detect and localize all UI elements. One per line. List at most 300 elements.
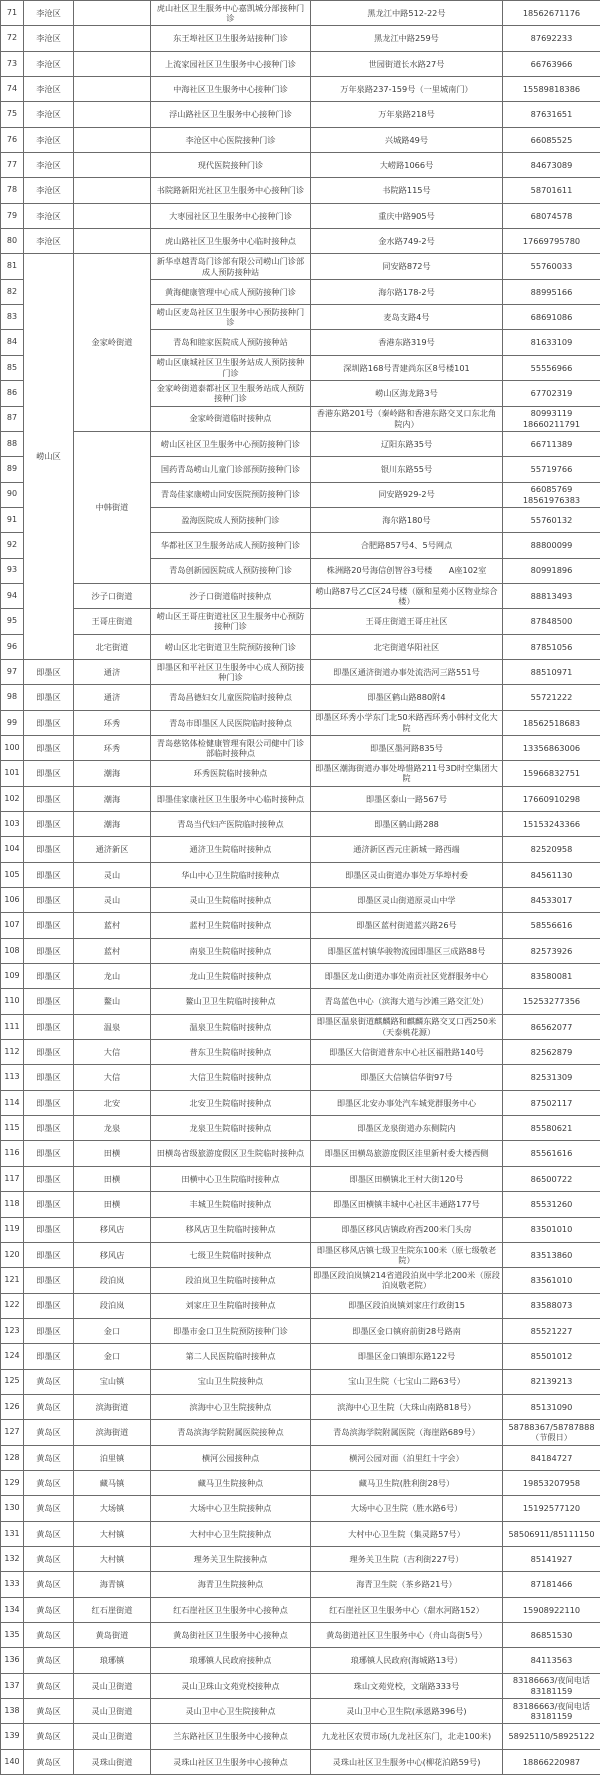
cell-phone: 87631651 (503, 102, 600, 127)
cell-name: 上流家园社区卫生服务中心接种门诊 (151, 51, 311, 76)
cell-name: 国药青岛崂山儿童门诊部预防接种门诊 (151, 457, 311, 482)
cell-name: 新华卓越青岛门诊部有限公司崂山门诊部成人预防接种站 (151, 254, 311, 279)
cell-district: 即墨区 (24, 837, 74, 862)
cell-district: 李沧区 (24, 77, 74, 102)
cell-district: 即墨区 (24, 1014, 74, 1039)
cell-no: 124 (1, 1344, 24, 1369)
cell-street: 段泊岚 (74, 1268, 151, 1293)
cell-name: 田横中心卫生院临时接种点 (151, 1166, 311, 1191)
cell-no: 132 (1, 1546, 24, 1571)
cell-district: 黄岛区 (24, 1648, 74, 1673)
table-row (1, 1369, 600, 1394)
cell-street: 滨海街道 (74, 1420, 151, 1445)
cell-phone: 85580621 (503, 1116, 600, 1141)
cell-street: 大村镇 (74, 1546, 151, 1571)
table-row (1, 609, 600, 634)
cell-name: 第二人民医院临时接种点 (151, 1344, 311, 1369)
cell-street: 移风店 (74, 1217, 151, 1242)
cell-name: 青岛当代妇产医院临时接种点 (151, 812, 311, 837)
table-row (1, 1344, 600, 1369)
cell-district: 即墨区 (24, 761, 74, 786)
cell-district: 即墨区 (24, 1166, 74, 1191)
cell-phone: 84673089 (503, 153, 600, 178)
cell-street: 宝山镇 (74, 1369, 151, 1394)
cell-district: 即墨区 (24, 659, 74, 684)
cell-address: 香港东路319号 (311, 330, 503, 355)
cell-phone: 84533017 (503, 888, 600, 913)
table-row (1, 127, 600, 152)
cell-no: 138 (1, 1699, 24, 1724)
cell-no: 80 (1, 229, 24, 254)
table-row (1, 1496, 600, 1521)
cell-name: 灵山卫珠山文苑党校接种点 (151, 1673, 311, 1698)
cell-address: 合肥路857号4、5号网点 (311, 533, 503, 558)
cell-phone: 58701611 (503, 178, 600, 203)
cell-address: 大崂路1066号 (311, 153, 503, 178)
cell-name: 红石崖社区卫生服务中心接种点 (151, 1597, 311, 1622)
cell-name: 灵珠山社区卫生服务中心接种点 (151, 1749, 311, 1774)
table-row (1, 1040, 600, 1065)
cell-street: 红石崖街道 (74, 1597, 151, 1622)
cell-address: 即墨区金口镇即东路122号 (311, 1344, 503, 1369)
cell-address: 即墨区鹤山路288 (311, 812, 503, 837)
cell-no: 126 (1, 1394, 24, 1419)
cell-district: 黄岛区 (24, 1546, 74, 1571)
cell-no: 109 (1, 964, 24, 989)
cell-street: 藏马镇 (74, 1470, 151, 1495)
cell-name: 丰城卫生院临时接种点 (151, 1192, 311, 1217)
cell-address: 即墨区北安办事处汽车城党群服务中心 (311, 1090, 503, 1115)
cell-no: 136 (1, 1648, 24, 1673)
cell-street: 环秀 (74, 710, 151, 735)
cell-no: 128 (1, 1445, 24, 1470)
cell-phone: 82531309 (503, 1065, 600, 1090)
cell-no: 139 (1, 1724, 24, 1749)
cell-street: 灵山卫街道 (74, 1699, 151, 1724)
table-row (1, 888, 600, 913)
cell-no: 129 (1, 1470, 24, 1495)
cell-name: 盈海医院成人预防接种门诊 (151, 507, 311, 532)
table-row (1, 1521, 600, 1546)
cell-no: 112 (1, 1040, 24, 1065)
cell-name: 龙泉卫生院临时接种点 (151, 1116, 311, 1141)
cell-district: 即墨区 (24, 888, 74, 913)
cell-name: 北安卫生院临时接种点 (151, 1090, 311, 1115)
cell-name: 浮山路社区卫生服务中心接种门诊 (151, 102, 311, 127)
cell-name: 青岛滨海学院附属医院接种点 (151, 1420, 311, 1445)
table-row (1, 862, 600, 887)
cell-address: 海尔路180号 (311, 507, 503, 532)
table-row (1, 1724, 600, 1749)
cell-no: 90 (1, 482, 24, 507)
cell-phone: 81633109 (503, 330, 600, 355)
cell-phone: 82562879 (503, 1040, 600, 1065)
cell-phone: 15908922110 (503, 1597, 600, 1622)
cell-district: 李沧区 (24, 203, 74, 228)
cell-no: 86 (1, 381, 24, 406)
cell-address: 大场中心卫生院（胜水路6号） (311, 1496, 503, 1521)
cell-street: 移风店 (74, 1242, 151, 1267)
table-row (1, 431, 600, 456)
cell-phone: 18562518683 (503, 710, 600, 735)
table-row (1, 26, 600, 51)
cell-district: 李沧区 (24, 1, 74, 26)
cell-phone: 84113563 (503, 1648, 600, 1673)
cell-phone: 19853207958 (503, 1470, 600, 1495)
cell-address: 万年泉路237-159号（一里城南门） (311, 77, 503, 102)
cell-phone: 83186663/夜间电话83181159 (503, 1699, 600, 1724)
table-row (1, 1420, 600, 1445)
cell-phone: 82573926 (503, 938, 600, 963)
cell-phone: 85531260 (503, 1192, 600, 1217)
cell-name: 崂山区社区卫生服务中心预防接种门诊 (151, 431, 311, 456)
cell-address: 横河公园对面（泊里红十字会） (311, 1445, 503, 1470)
cell-phone: 17660910298 (503, 786, 600, 811)
cell-address: 即墨区通济街道办事处流浩河三路551号 (311, 659, 503, 684)
cell-district: 即墨区 (24, 862, 74, 887)
cell-name: 青岛和睦家医院成人预防接种站 (151, 330, 311, 355)
cell-name: 即墨区和平社区卫生服务中心成人预防接种门诊 (151, 659, 311, 684)
cell-no: 94 (1, 583, 24, 608)
cell-name: 通济卫生院临时接种点 (151, 837, 311, 862)
cell-street: 灵珠山街道 (74, 1749, 151, 1774)
cell-district: 即墨区 (24, 1141, 74, 1166)
cell-district: 李沧区 (24, 26, 74, 51)
table-row (1, 178, 600, 203)
cell-street (74, 127, 151, 152)
table-row (1, 1394, 600, 1419)
cell-address: 青岛蓝色中心（滨海大道与沙滩三路交汇处） (311, 989, 503, 1014)
cell-phone: 88800099 (503, 533, 600, 558)
table-row (1, 1572, 600, 1597)
cell-address: 香港东路201号（秦岭路和香港东路交叉口东北角院内） (311, 406, 503, 431)
cell-phone: 55719766 (503, 457, 600, 482)
table-row (1, 1, 600, 26)
cell-street: 北宅街道 (74, 634, 151, 659)
cell-name: 崂山区康城社区卫生服务站成人预防接种门诊 (151, 355, 311, 380)
cell-name: 沙子口街道临时接种点 (151, 583, 311, 608)
cell-address: 宝山卫生院（七宝山二路63号） (311, 1369, 503, 1394)
cell-name: 段泊岚卫生院临时接种点 (151, 1268, 311, 1293)
table-row (1, 938, 600, 963)
table-row (1, 1141, 600, 1166)
cell-address: 即墨区移风店镇政府西200米门头房 (311, 1217, 503, 1242)
cell-no: 98 (1, 685, 24, 710)
cell-no: 110 (1, 989, 24, 1014)
cell-name: 横河公园接种点 (151, 1445, 311, 1470)
cell-address: 株洲路20号海信创智谷3号楼 A座102室 (311, 558, 503, 583)
cell-name: 滨海中心卫生院接种点 (151, 1394, 311, 1419)
cell-street: 通济新区 (74, 837, 151, 862)
cell-phone: 66763966 (503, 51, 600, 76)
cell-phone: 88510971 (503, 659, 600, 684)
cell-address: 即墨区田横岛旅游度假区洼里新村委大楼西侧 (311, 1141, 503, 1166)
cell-phone: 15153243366 (503, 812, 600, 837)
cell-phone: 84184727 (503, 1445, 600, 1470)
cell-name: 华山中心卫生院临时接种点 (151, 862, 311, 887)
cell-address: 九龙社区农贸市场(九龙社区东门，北走100米) (311, 1724, 503, 1749)
table-row (1, 1699, 600, 1724)
table-row (1, 1673, 600, 1698)
cell-no: 97 (1, 659, 24, 684)
cell-address: 即墨区环秀小学东门北50米路西环秀小韩村文化大院 (311, 710, 503, 735)
cell-street: 灵山卫街道 (74, 1724, 151, 1749)
cell-name: 兰东路社区卫生服务中心接种点 (151, 1724, 311, 1749)
cell-name: 移风店卫生院临时接种点 (151, 1217, 311, 1242)
cell-no: 106 (1, 888, 24, 913)
cell-name: 东王埠社区卫生服务站接种门诊 (151, 26, 311, 51)
cell-no: 105 (1, 862, 24, 887)
cell-name: 南泉卫生院临时接种点 (151, 938, 311, 963)
cell-street: 通济 (74, 685, 151, 710)
cell-address: 金水路749-2号 (311, 229, 503, 254)
table-row (1, 1065, 600, 1090)
cell-phone: 82520958 (503, 837, 600, 862)
cell-district: 即墨区 (24, 913, 74, 938)
cell-no: 91 (1, 507, 24, 532)
cell-district: 即墨区 (24, 1268, 74, 1293)
table-row (1, 761, 600, 786)
cell-name: 李沧区中心医院接种门诊 (151, 127, 311, 152)
cell-name: 青岛佳家康崂山同安医院预防接种门诊 (151, 482, 311, 507)
cell-district: 黄岛区 (24, 1597, 74, 1622)
cell-phone: 58925110/58925122 (503, 1724, 600, 1749)
cell-name: 虎山社区卫生服务中心嘉凯城分部接种门诊 (151, 1, 311, 26)
cell-no: 100 (1, 735, 24, 760)
table-row (1, 1623, 600, 1648)
cell-phone: 55721222 (503, 685, 600, 710)
cell-phone: 17669795780 (503, 229, 600, 254)
cell-address: 即墨区墨河路835号 (311, 735, 503, 760)
cell-address: 即墨区大信镇信华街97号 (311, 1065, 503, 1090)
cell-district: 李沧区 (24, 229, 74, 254)
cell-no: 82 (1, 279, 24, 304)
cell-district: 崂山区 (24, 254, 74, 660)
cell-no: 83 (1, 305, 24, 330)
table-row (1, 812, 600, 837)
cell-no: 123 (1, 1318, 24, 1343)
cell-street: 田横 (74, 1192, 151, 1217)
table-row (1, 1648, 600, 1673)
cell-street: 潮海 (74, 761, 151, 786)
cell-name: 龙山卫生院临时接种点 (151, 964, 311, 989)
cell-address: 珠山文苑党校，文瑞路333号 (311, 1673, 503, 1698)
table-row (1, 1597, 600, 1622)
cell-street (74, 102, 151, 127)
table-row (1, 1445, 600, 1470)
cell-district: 黄岛区 (24, 1470, 74, 1495)
cell-phone: 85561616 (503, 1141, 600, 1166)
cell-street: 蓝村 (74, 938, 151, 963)
cell-address: 即墨区大信街道普东中心社区福胜路140号 (311, 1040, 503, 1065)
cell-phone: 88813493 (503, 583, 600, 608)
cell-address: 即墨区段泊岚镇刘家庄行政街15 (311, 1293, 503, 1318)
cell-no: 102 (1, 786, 24, 811)
cell-address: 黄岛街道社区卫生服务中心（舟山岛街5号） (311, 1623, 503, 1648)
cell-street: 通济 (74, 659, 151, 684)
cell-street: 大场镇 (74, 1496, 151, 1521)
cell-phone: 83513860 (503, 1242, 600, 1267)
cell-phone: 15253277356 (503, 989, 600, 1014)
cell-district: 李沧区 (24, 102, 74, 127)
cell-no: 131 (1, 1521, 24, 1546)
cell-address: 崂山区海龙路3号 (311, 381, 503, 406)
cell-address: 即墨区灵山街道原灵山中学 (311, 888, 503, 913)
table-row (1, 1242, 600, 1267)
cell-street: 潮海 (74, 786, 151, 811)
cell-no: 96 (1, 634, 24, 659)
cell-name: 金家岭街道泰都社区卫生服务站成人预防接种门诊 (151, 381, 311, 406)
cell-address: 即墨区潮海街道办事处埠惜路211号3D时空集团大院 (311, 761, 503, 786)
cell-phone: 58556616 (503, 913, 600, 938)
cell-street (74, 153, 151, 178)
cell-district: 即墨区 (24, 685, 74, 710)
cell-district: 李沧区 (24, 153, 74, 178)
table-row (1, 1749, 600, 1774)
cell-no: 99 (1, 710, 24, 735)
cell-no: 111 (1, 1014, 24, 1039)
cell-phone: 15192577120 (503, 1496, 600, 1521)
table-row (1, 153, 600, 178)
cell-address: 即墨区鹤山路880附4 (311, 685, 503, 710)
cell-district: 即墨区 (24, 989, 74, 1014)
cell-no: 133 (1, 1572, 24, 1597)
cell-name: 环秀医院临时接种点 (151, 761, 311, 786)
cell-district: 即墨区 (24, 786, 74, 811)
cell-no: 121 (1, 1268, 24, 1293)
cell-phone: 15589818386 (503, 77, 600, 102)
cell-phone: 67702319 (503, 381, 600, 406)
table-row (1, 964, 600, 989)
cell-street: 黄岛街道 (74, 1623, 151, 1648)
cell-name: 崂山区北宅街道卫生院预防接种门诊 (151, 634, 311, 659)
cell-phone: 83588073 (503, 1293, 600, 1318)
cell-name: 理务关卫生院接种点 (151, 1546, 311, 1571)
cell-name: 琅琊镇人民政府接种点 (151, 1648, 311, 1673)
cell-name: 即墨佳家康社区卫生服务中心临时接种点 (151, 786, 311, 811)
cell-street: 大信 (74, 1040, 151, 1065)
cell-name: 崂山区麦岛社区卫生服务中心预防接种门诊 (151, 305, 311, 330)
cell-address: 即墨区段泊岚镇214省道段泊岚中学北200米（原段泊岚敬老院） (311, 1268, 503, 1293)
cell-phone: 66711389 (503, 431, 600, 456)
cell-street: 沙子口街道 (74, 583, 151, 608)
table-row (1, 254, 600, 279)
cell-phone: 55760132 (503, 507, 600, 532)
cell-district: 黄岛区 (24, 1369, 74, 1394)
cell-street: 潮海 (74, 812, 151, 837)
cell-district: 黄岛区 (24, 1521, 74, 1546)
cell-district: 黄岛区 (24, 1572, 74, 1597)
cell-no: 93 (1, 558, 24, 583)
cell-address: 辽阳东路35号 (311, 431, 503, 456)
cell-district: 李沧区 (24, 51, 74, 76)
cell-address: 即墨区蓝村镇华骏物流园即墨区三成路88号 (311, 938, 503, 963)
cell-phone: 86500722 (503, 1166, 600, 1191)
table-row (1, 786, 600, 811)
cell-district: 黄岛区 (24, 1673, 74, 1698)
cell-street (74, 51, 151, 76)
cell-address: 即墨区蓝村街道蓝兴路26号 (311, 913, 503, 938)
cell-street (74, 26, 151, 51)
cell-street: 龙山 (74, 964, 151, 989)
cell-district: 即墨区 (24, 1116, 74, 1141)
cell-district: 黄岛区 (24, 1699, 74, 1724)
cell-no: 125 (1, 1369, 24, 1394)
cell-district: 黄岛区 (24, 1394, 74, 1419)
cell-address: 灵山卫中心卫生院(承恩路396号) (311, 1699, 503, 1724)
cell-name: 青岛昌德妇女儿童医院临时接种点 (151, 685, 311, 710)
cell-district: 黄岛区 (24, 1496, 74, 1521)
cell-address: 即墨区金口镇府前街28号路南 (311, 1318, 503, 1343)
cell-district: 即墨区 (24, 1344, 74, 1369)
cell-name: 蓝村卫生院临时接种点 (151, 913, 311, 938)
table-row (1, 1268, 600, 1293)
cell-street: 蓝村 (74, 913, 151, 938)
cell-street: 金口 (74, 1318, 151, 1343)
cell-address: 琅琊镇人民政府(海城路13号） (311, 1648, 503, 1673)
cell-name: 崂山区王哥庄街道社区卫生服务中心预防接种门诊 (151, 609, 311, 634)
cell-street: 段泊岚 (74, 1293, 151, 1318)
table-row (1, 913, 600, 938)
cell-phone: 80993119 18660211791 (503, 406, 600, 431)
cell-no: 76 (1, 127, 24, 152)
cell-street (74, 1, 151, 26)
cell-district: 黄岛区 (24, 1623, 74, 1648)
cell-name: 华都社区卫生服务站成人预防接种门诊 (151, 533, 311, 558)
cell-address: 大村中心卫生院（集灵路57号） (311, 1521, 503, 1546)
cell-no: 119 (1, 1217, 24, 1242)
cell-phone: 85131090 (503, 1394, 600, 1419)
cell-address: 即墨区移风店镇七级卫生院东100米（原七级敬老院） (311, 1242, 503, 1267)
cell-address: 灵珠山社区卫生服务中心(柳花泊路59号) (311, 1749, 503, 1774)
cell-phone: 87181466 (503, 1572, 600, 1597)
table-row (1, 989, 600, 1014)
cell-district: 即墨区 (24, 1242, 74, 1267)
cell-address: 即墨区龙泉街道办东侧院内 (311, 1116, 503, 1141)
cell-address: 海青卫生院（茶乡路21号） (311, 1572, 503, 1597)
cell-district: 黄岛区 (24, 1724, 74, 1749)
cell-street: 鳌山 (74, 989, 151, 1014)
table-row (1, 583, 600, 608)
cell-no: 103 (1, 812, 24, 837)
cell-district: 即墨区 (24, 1090, 74, 1115)
cell-phone: 84561130 (503, 862, 600, 887)
cell-address: 重庆中路905号 (311, 203, 503, 228)
cell-address: 黑龙江中路512-22号 (311, 1, 503, 26)
cell-district: 即墨区 (24, 964, 74, 989)
cell-no: 107 (1, 913, 24, 938)
cell-no: 89 (1, 457, 24, 482)
cell-district: 即墨区 (24, 1293, 74, 1318)
cell-address: 兴城路49号 (311, 127, 503, 152)
cell-name: 鳌山卫卫生院临时接种点 (151, 989, 311, 1014)
cell-district: 黄岛区 (24, 1445, 74, 1470)
table-row (1, 1318, 600, 1343)
cell-name: 大村中心卫生院接种点 (151, 1521, 311, 1546)
cell-no: 118 (1, 1192, 24, 1217)
cell-district: 即墨区 (24, 812, 74, 837)
cell-street: 灵山卫街道 (74, 1673, 151, 1698)
cell-address: 滨海中心卫生院（大珠山南路818号） (311, 1394, 503, 1419)
cell-address: 即墨区温泉街道麒麟路和麒麟东路交叉口西250米（天泰桃花源） (311, 1014, 503, 1039)
cell-no: 108 (1, 938, 24, 963)
table-row (1, 1116, 600, 1141)
cell-street: 金家岭街道 (74, 254, 151, 431)
cell-phone: 83580081 (503, 964, 600, 989)
cell-no: 134 (1, 1597, 24, 1622)
cell-no: 79 (1, 203, 24, 228)
cell-street: 金口 (74, 1344, 151, 1369)
